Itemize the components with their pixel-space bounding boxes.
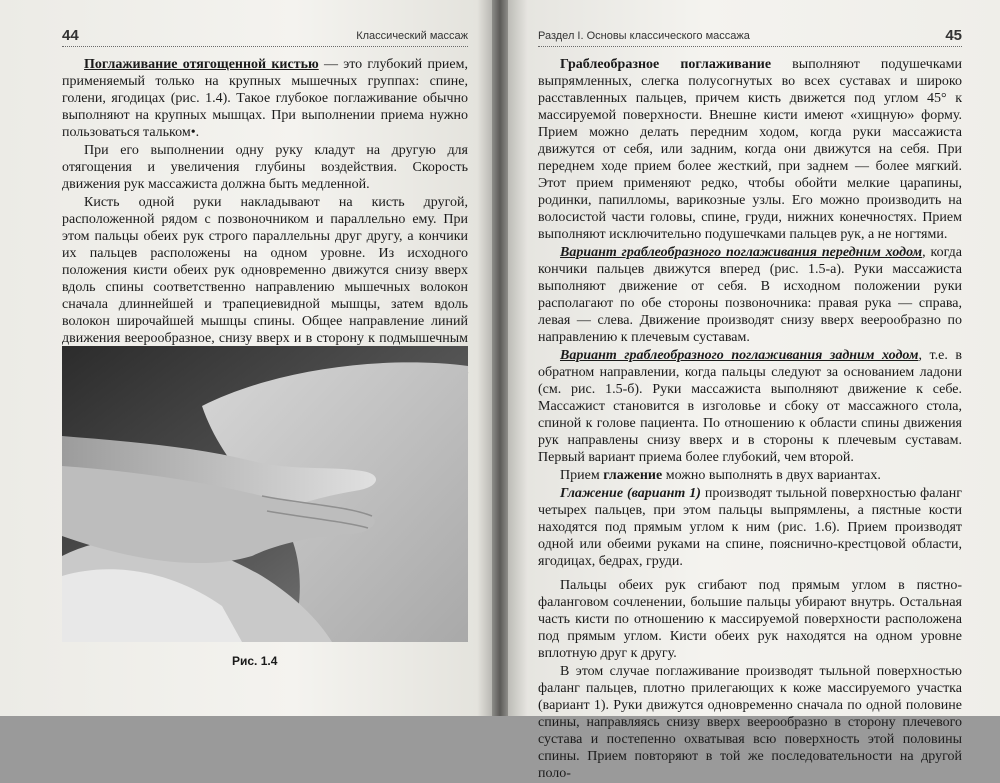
left-page xyxy=(0,0,492,716)
left-running-head xyxy=(62,26,468,47)
paragraph xyxy=(538,347,962,466)
paragraph xyxy=(538,56,962,243)
paragraph-text: — это глубокий прием, применяемый только на крупных мышечных группах: спине, голени, ягодицах (рис. 1.4). Такое глубокое поглаживание обычно выполняют на крупных мышцах. При выполнении приема нужно пользоваться тальком•. xyxy=(62,57,468,140)
paragraph: При его выполнении одну руку кладут на другую для отягощения и увеличения глубины воздействия. Скорость движения рук массажиста должна быть медленной. xyxy=(62,143,468,192)
paragraph xyxy=(538,244,962,346)
paragraph xyxy=(538,467,962,484)
paragraph xyxy=(62,56,468,141)
left-running-title: Классический массаж xyxy=(356,30,468,42)
term-heading: Глажение (вариант 1) xyxy=(560,486,701,501)
right-running-head xyxy=(538,26,962,47)
term-heading: глажение xyxy=(603,468,663,483)
paragraph: Пальцы обеих рук сгибают под прямым углом в пястно-фаланговом сочленении, большие пальцы убирают внутрь. Остальная часть кисти по отношению к массируемой поверхности расположена под прямым углом. Кисти обеих рук находятся на одном уровне вплотную друг к другу. xyxy=(538,578,962,661)
figure-caption: Рис. 1.4 xyxy=(232,654,278,668)
massage-photo xyxy=(62,346,468,642)
left-page-number: 44 xyxy=(62,27,79,44)
paragraph-text: Прием xyxy=(560,468,604,483)
paragraph-text: можно выполнять в двух вариантах. xyxy=(662,468,881,483)
term-heading: Граблеобразное поглаживание xyxy=(560,57,772,72)
photo-illustration xyxy=(62,346,468,642)
paragraph-text: , т.е. в обратном направлении, когда пальцы следуют за основанием ладони (см. рис. 1.5-б). Руки массажиста выполняют движение к себе. Массажист становится в изголовье и сбоку от массажного стола, спиной к голове пациента. По отношению к области спины движения рук направлены снизу вверх и в стороны к плечевым суставам. Первый вариант приема более глубокий, чем второй. xyxy=(538,348,962,465)
term-heading: Вариант граблеобразного поглаживания задним ходом xyxy=(560,348,919,363)
book-gutter xyxy=(492,0,508,716)
paragraph: Кисть одной руки накладывают на кисть другой, расположенной рядом с позвоночником и параллельно ему. При этом пальцы обеих рук строго параллельны друг другу, а кончики их пальцев расположены на одном уровне. Из исходного положения кисти обеих рук одновременно движутся снизу вверх вдоль спины соответственно направлению мышечных волокон сначала длиннейшей и трапециевидной мышцы, затем вдоль волокон широчайшей мышцы спины. Общее направление линий движения веерообразное, снизу вверх и в сторону к подмышечным xyxy=(62,195,468,346)
paragraph-text: производят тыльной поверхностью фаланг четырех пальцев, при этом пальцы выпрямлены, а пястные кости находятся под прямым углом к ним (рис. 1.6). Прием производят одной или обеими руками на спине, пояснично-крестцовой области, ягодицах, бедрах, груди. xyxy=(538,486,963,569)
paragraph-text: , когда кончики пальцев движутся вперед (рис. 1.5-а). Руки массажиста выполняют движение от себя. В исходном положении руки располагают по обе стороны позвоночника: правая рука — справа, левая — слева. Движение производят снизу вверх веерообразно по направлению к плечевым суставам. xyxy=(538,245,962,345)
right-body-text xyxy=(538,56,962,783)
term-heading: Поглаживание отягощенной кистью xyxy=(84,57,319,72)
paragraph xyxy=(538,485,962,570)
right-page xyxy=(508,0,1000,781)
right-running-title: Раздел I. Основы классического массажа xyxy=(538,30,750,42)
paragraph-text: выполняют подушечками выпрямленных, слегка полусогнутых во всех суставах и широко расставленных пальцев, причем кисть движется под углом 45° к массируемой поверхности. Внешне кисти имеют «хищную» форму. Прием можно делать передним ходом, когда руки массажиста движутся от себя, или задним, когда они движутся на себя. При переднем ходе прием более жесткий, при заднем — более мягкий. Этот прием применяют редко, чтобы обойти мелкие царапины, родинки, папилломы, варикозные узлы. Его можно производить на волосистой части головы, спине, груди, нижних конечностях. Прием выполняют исключительно подушечками пальцев рук, а не ногтями. xyxy=(538,57,962,242)
term-heading: Вариант граблеобразного поглаживания передним ходом xyxy=(560,245,923,260)
right-page-number: 45 xyxy=(945,27,962,44)
paragraph: В этом случае поглаживание производят тыльной поверхностью фаланг пальцев, плотно прилегающих к коже массируемого участка (вариант 1). Руки движутся одновременно сначала по одной половине спины, направляясь снизу вверх веерообразно в сторону плечевого сустава и постепенно охватывая всю поверхность этой половины спины. Прием повторяют в той же последовательности на другой поло- xyxy=(538,664,962,781)
